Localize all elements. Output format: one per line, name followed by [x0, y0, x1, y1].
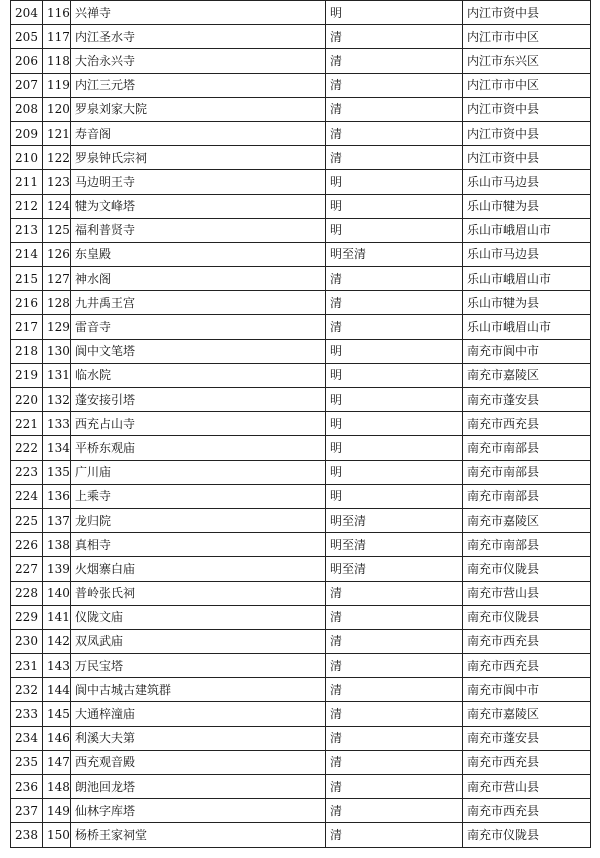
row-item-number: 126 [43, 242, 71, 266]
site-era: 清 [326, 654, 463, 678]
row-item-number: 123 [43, 170, 71, 194]
site-location: 南充市蓬安县 [463, 726, 591, 750]
site-name: 内江圣水寺 [71, 25, 326, 49]
row-sequence-number: 212 [11, 194, 43, 218]
row-item-number: 143 [43, 654, 71, 678]
row-sequence-number: 225 [11, 508, 43, 532]
site-era: 清 [326, 775, 463, 799]
row-item-number: 118 [43, 49, 71, 73]
site-era: 明 [326, 339, 463, 363]
site-location: 南充市仪陇县 [463, 557, 591, 581]
row-item-number: 129 [43, 315, 71, 339]
table-row [11, 25, 591, 49]
row-item-number: 121 [43, 121, 71, 145]
site-era: 明 [326, 1, 463, 25]
site-location: 内江市资中县 [463, 146, 591, 170]
site-era: 明 [326, 218, 463, 242]
row-sequence-number: 233 [11, 702, 43, 726]
site-name: 朗池回龙塔 [71, 775, 326, 799]
row-item-number: 124 [43, 194, 71, 218]
row-sequence-number: 231 [11, 654, 43, 678]
site-era: 清 [326, 25, 463, 49]
site-era: 清 [326, 267, 463, 291]
table-row [11, 146, 591, 170]
site-name: 真相寺 [71, 533, 326, 557]
row-sequence-number: 210 [11, 146, 43, 170]
site-name: 仙林字库塔 [71, 799, 326, 823]
site-era: 清 [326, 799, 463, 823]
table-row [11, 267, 591, 291]
table-row [11, 460, 591, 484]
row-sequence-number: 206 [11, 49, 43, 73]
site-name: 广川庙 [71, 460, 326, 484]
site-name: 东皇殿 [71, 242, 326, 266]
row-sequence-number: 228 [11, 581, 43, 605]
table-row [11, 291, 591, 315]
row-item-number: 145 [43, 702, 71, 726]
table-row [11, 533, 591, 557]
table-row [11, 678, 591, 702]
row-sequence-number: 238 [11, 823, 43, 847]
row-sequence-number: 219 [11, 363, 43, 387]
site-name: 临水院 [71, 363, 326, 387]
row-item-number: 131 [43, 363, 71, 387]
row-item-number: 132 [43, 388, 71, 412]
site-era: 清 [326, 146, 463, 170]
site-location: 乐山市犍为县 [463, 194, 591, 218]
site-name: 犍为文峰塔 [71, 194, 326, 218]
site-name: 双凤武庙 [71, 629, 326, 653]
row-sequence-number: 230 [11, 629, 43, 653]
row-item-number: 117 [43, 25, 71, 49]
row-item-number: 130 [43, 339, 71, 363]
site-name: 寿音阁 [71, 121, 326, 145]
site-location: 南充市西充县 [463, 654, 591, 678]
site-location: 内江市市中区 [463, 73, 591, 97]
site-name: 马边明王寺 [71, 170, 326, 194]
site-name: 阆中文笔塔 [71, 339, 326, 363]
site-name: 上乘寺 [71, 484, 326, 508]
row-sequence-number: 237 [11, 799, 43, 823]
table-row [11, 823, 591, 847]
table-row [11, 775, 591, 799]
site-era: 清 [326, 605, 463, 629]
site-name: 雷音寺 [71, 315, 326, 339]
table-row [11, 194, 591, 218]
row-sequence-number: 209 [11, 121, 43, 145]
site-era: 清 [326, 581, 463, 605]
site-location: 南充市嘉陵区 [463, 508, 591, 532]
row-sequence-number: 223 [11, 460, 43, 484]
row-item-number: 148 [43, 775, 71, 799]
row-item-number: 134 [43, 436, 71, 460]
site-name: 蓬安接引塔 [71, 388, 326, 412]
table-row [11, 412, 591, 436]
table-row [11, 702, 591, 726]
row-item-number: 140 [43, 581, 71, 605]
table-row [11, 605, 591, 629]
site-location: 南充市蓬安县 [463, 388, 591, 412]
site-location: 乐山市犍为县 [463, 291, 591, 315]
site-era: 明 [326, 436, 463, 460]
site-location: 南充市营山县 [463, 581, 591, 605]
row-sequence-number: 235 [11, 750, 43, 774]
site-name: 火烟寨白庙 [71, 557, 326, 581]
row-item-number: 146 [43, 726, 71, 750]
site-location: 内江市资中县 [463, 1, 591, 25]
site-location: 乐山市峨眉山市 [463, 315, 591, 339]
row-item-number: 142 [43, 629, 71, 653]
site-location: 乐山市马边县 [463, 242, 591, 266]
site-era: 明至清 [326, 533, 463, 557]
row-item-number: 141 [43, 605, 71, 629]
row-item-number: 136 [43, 484, 71, 508]
site-location: 乐山市峨眉山市 [463, 267, 591, 291]
site-location: 乐山市峨眉山市 [463, 218, 591, 242]
row-sequence-number: 229 [11, 605, 43, 629]
site-name: 仪陇文庙 [71, 605, 326, 629]
site-location: 南充市阆中市 [463, 678, 591, 702]
site-location: 南充市嘉陵区 [463, 363, 591, 387]
row-sequence-number: 204 [11, 1, 43, 25]
site-location: 南充市南部县 [463, 436, 591, 460]
site-name: 利溪大夫第 [71, 726, 326, 750]
row-sequence-number: 216 [11, 291, 43, 315]
table-row [11, 363, 591, 387]
table-row [11, 654, 591, 678]
site-name: 罗泉刘家大院 [71, 97, 326, 121]
table-row [11, 557, 591, 581]
row-item-number: 150 [43, 823, 71, 847]
site-name: 九井禹王宫 [71, 291, 326, 315]
site-name: 福利普贤寺 [71, 218, 326, 242]
row-item-number: 128 [43, 291, 71, 315]
row-sequence-number: 218 [11, 339, 43, 363]
row-sequence-number: 208 [11, 97, 43, 121]
site-era: 清 [326, 49, 463, 73]
site-era: 清 [326, 702, 463, 726]
row-item-number: 147 [43, 750, 71, 774]
site-era: 清 [326, 315, 463, 339]
site-location: 南充市阆中市 [463, 339, 591, 363]
row-item-number: 127 [43, 267, 71, 291]
table-row [11, 388, 591, 412]
site-name: 神水阁 [71, 267, 326, 291]
row-item-number: 116 [43, 1, 71, 25]
table-row [11, 436, 591, 460]
site-name: 西充观音殿 [71, 750, 326, 774]
table-row [11, 508, 591, 532]
row-sequence-number: 236 [11, 775, 43, 799]
site-location: 南充市南部县 [463, 484, 591, 508]
site-era: 清 [326, 629, 463, 653]
site-era: 清 [326, 291, 463, 315]
site-name: 普岭张氏祠 [71, 581, 326, 605]
table-row [11, 581, 591, 605]
site-location: 南充市南部县 [463, 460, 591, 484]
table-row [11, 315, 591, 339]
site-era: 明至清 [326, 242, 463, 266]
site-era: 清 [326, 823, 463, 847]
row-sequence-number: 234 [11, 726, 43, 750]
heritage-sites-table [10, 0, 591, 848]
site-name: 大治永兴寺 [71, 49, 326, 73]
site-location: 南充市西充县 [463, 750, 591, 774]
site-era: 清 [326, 73, 463, 97]
table-row [11, 629, 591, 653]
table-row [11, 726, 591, 750]
row-item-number: 138 [43, 533, 71, 557]
site-name: 龙归院 [71, 508, 326, 532]
row-sequence-number: 221 [11, 412, 43, 436]
row-sequence-number: 215 [11, 267, 43, 291]
table-row [11, 121, 591, 145]
table-row [11, 73, 591, 97]
site-era: 清 [326, 121, 463, 145]
site-name: 阆中古城古建筑群 [71, 678, 326, 702]
row-sequence-number: 220 [11, 388, 43, 412]
site-location: 南充市嘉陵区 [463, 702, 591, 726]
row-item-number: 119 [43, 73, 71, 97]
site-era: 明 [326, 412, 463, 436]
table-body [11, 1, 591, 848]
row-sequence-number: 207 [11, 73, 43, 97]
site-name: 杨桥王家祠堂 [71, 823, 326, 847]
table-row [11, 339, 591, 363]
site-era: 明至清 [326, 508, 463, 532]
row-item-number: 137 [43, 508, 71, 532]
site-era: 明 [326, 484, 463, 508]
table-row [11, 49, 591, 73]
site-era: 明 [326, 363, 463, 387]
row-item-number: 144 [43, 678, 71, 702]
site-location: 内江市东兴区 [463, 49, 591, 73]
site-location: 南充市营山县 [463, 775, 591, 799]
row-item-number: 133 [43, 412, 71, 436]
site-era: 明 [326, 194, 463, 218]
row-sequence-number: 232 [11, 678, 43, 702]
site-era: 明 [326, 388, 463, 412]
site-name: 西充占山寺 [71, 412, 326, 436]
site-era: 清 [326, 750, 463, 774]
row-item-number: 149 [43, 799, 71, 823]
row-sequence-number: 205 [11, 25, 43, 49]
row-sequence-number: 227 [11, 557, 43, 581]
row-item-number: 139 [43, 557, 71, 581]
site-era: 清 [326, 726, 463, 750]
site-name: 兴禅寺 [71, 1, 326, 25]
site-name: 万民宝塔 [71, 654, 326, 678]
site-location: 南充市仪陇县 [463, 605, 591, 629]
table-row [11, 97, 591, 121]
table-row [11, 484, 591, 508]
site-location: 内江市资中县 [463, 97, 591, 121]
row-sequence-number: 214 [11, 242, 43, 266]
site-location: 乐山市马边县 [463, 170, 591, 194]
site-name: 内江三元塔 [71, 73, 326, 97]
site-era: 清 [326, 678, 463, 702]
table-row [11, 750, 591, 774]
site-location: 南充市西充县 [463, 412, 591, 436]
site-location: 南充市仪陇县 [463, 823, 591, 847]
site-location: 内江市资中县 [463, 121, 591, 145]
row-sequence-number: 211 [11, 170, 43, 194]
row-item-number: 135 [43, 460, 71, 484]
row-item-number: 125 [43, 218, 71, 242]
site-location: 南充市西充县 [463, 799, 591, 823]
site-name: 大通梓潼庙 [71, 702, 326, 726]
site-location: 南充市南部县 [463, 533, 591, 557]
table-row [11, 799, 591, 823]
site-era: 明 [326, 460, 463, 484]
site-era: 明至清 [326, 557, 463, 581]
table-row [11, 170, 591, 194]
row-sequence-number: 213 [11, 218, 43, 242]
row-item-number: 122 [43, 146, 71, 170]
row-sequence-number: 224 [11, 484, 43, 508]
table-row [11, 218, 591, 242]
row-sequence-number: 222 [11, 436, 43, 460]
row-sequence-number: 217 [11, 315, 43, 339]
site-location: 南充市西充县 [463, 629, 591, 653]
site-name: 平桥东观庙 [71, 436, 326, 460]
table-row [11, 1, 591, 25]
row-item-number: 120 [43, 97, 71, 121]
table-row [11, 242, 591, 266]
site-name: 罗泉钟氏宗祠 [71, 146, 326, 170]
site-location: 内江市市中区 [463, 25, 591, 49]
site-era: 清 [326, 97, 463, 121]
site-era: 明 [326, 170, 463, 194]
row-sequence-number: 226 [11, 533, 43, 557]
